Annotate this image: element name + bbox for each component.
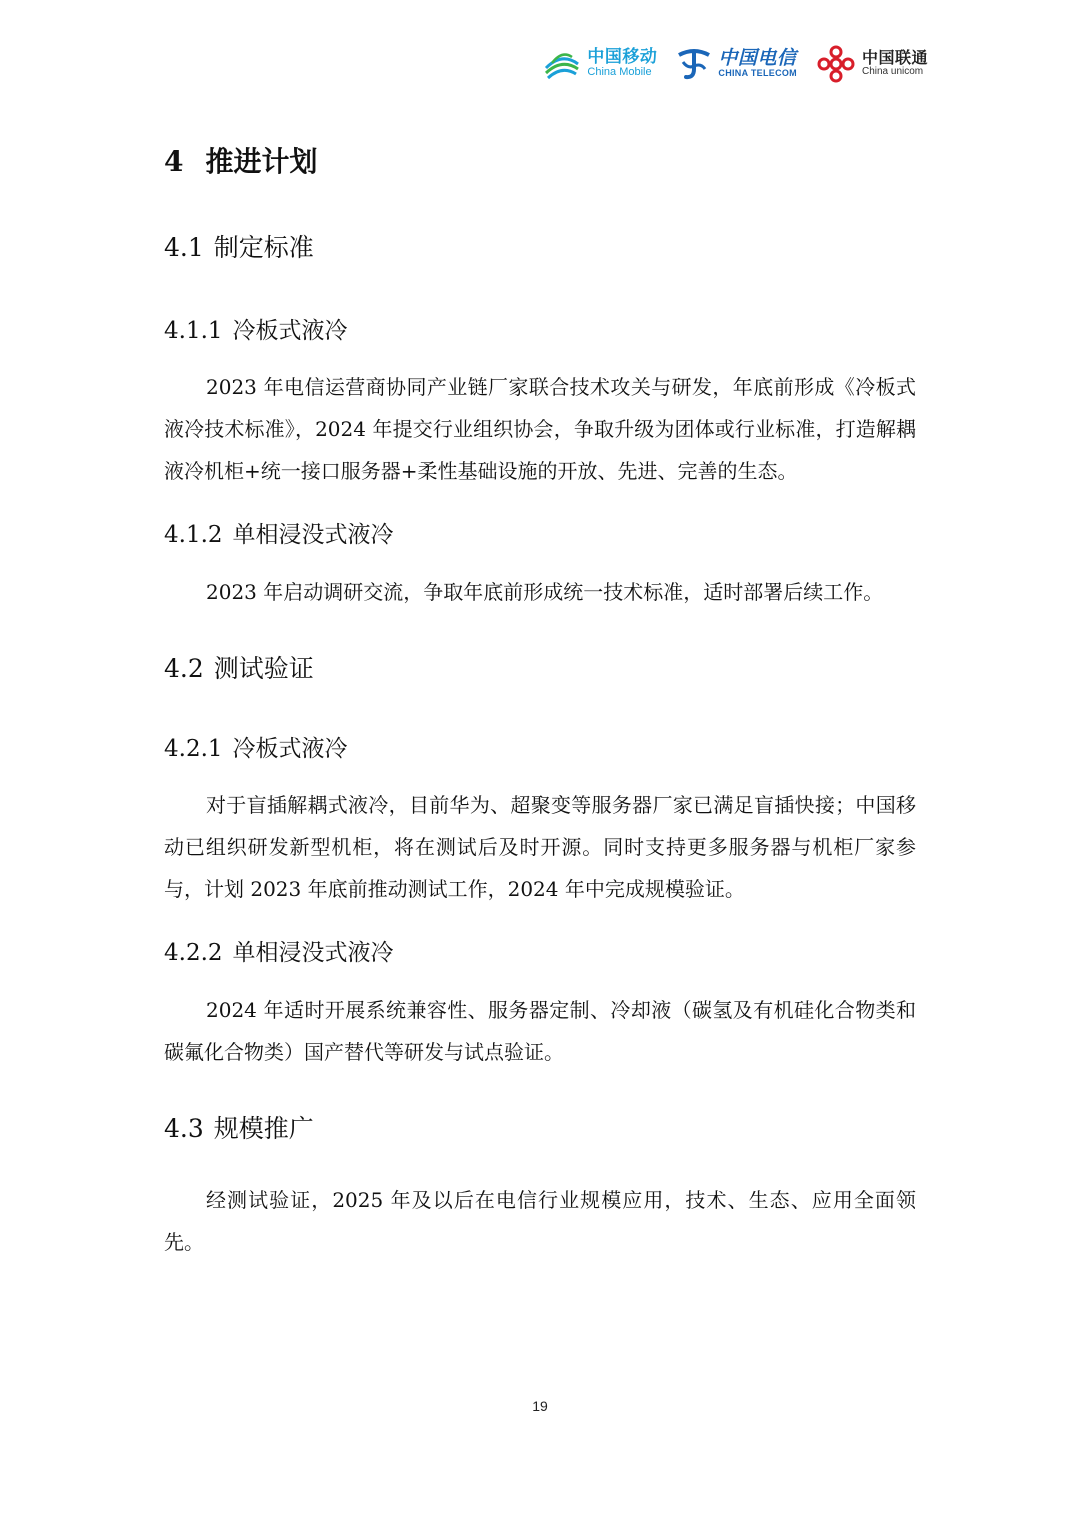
page-number: 19	[532, 1398, 548, 1414]
subsubsection-heading-4-2-2	[164, 934, 394, 967]
china-mobile-logo-icon	[542, 44, 582, 84]
section-number: 4	[164, 145, 184, 178]
china-mobile-name: 中国移动	[587, 47, 658, 68]
china-unicom-logo-icon	[815, 44, 857, 84]
paragraph-4-2-2: 2024 年适时开展系统兼容性、服务器定制、冷却液（碳氢及有机硅化合物类和碳氟化合物类）国产替代等研发与试点验证。	[164, 998, 916, 1064]
subsubsection-heading-4-1-2	[164, 516, 394, 549]
subsubsection-number: 4.1.2	[164, 522, 223, 548]
subsubsection-heading-4-1-1	[164, 312, 348, 345]
subsection-title: 测试验证	[213, 654, 314, 683]
subsubsection-title: 冷板式液冷	[232, 736, 348, 762]
subsection-number: 4.1	[164, 233, 204, 262]
china-mobile-logo	[542, 44, 657, 84]
china-telecom-logo	[675, 45, 797, 83]
subsection-number: 4.2	[164, 654, 204, 683]
subsection-heading-4-3	[164, 1109, 314, 1145]
china-telecom-name-en: CHINA TELECOM	[718, 68, 797, 79]
china-telecom-name: 中国电信	[718, 47, 797, 70]
paragraph-4-1-2: 2023 年启动调研交流，争取年底前形成统一技术标准，适时部署后续工作。	[206, 580, 884, 604]
subsection-number: 4.3	[164, 1114, 204, 1143]
section-heading	[164, 140, 318, 180]
china-unicom-logo	[815, 44, 928, 84]
paragraph-4-1-1: 2023 年电信运营商协同产业链厂家联合技术攻关与研发，年底前形成《冷板式液冷技术标准》，2024 年提交行业组织协会，争取升级为团体或行业标准，打造解耦液冷机柜+统一接口服务器+柔性基础设施的开放、先进、完善的生态。	[164, 375, 916, 483]
subsection-title: 规模推广	[213, 1114, 314, 1143]
subsubsection-title: 单相浸没式液冷	[232, 522, 394, 548]
section-title: 推进计划	[205, 145, 318, 178]
subsubsection-title: 冷板式液冷	[232, 318, 348, 344]
subsection-heading-4-1	[164, 228, 314, 264]
subsubsection-number: 4.2.2	[164, 940, 223, 966]
paragraph-4-2-1: 对于盲插解耦式液冷，目前华为、超聚变等服务器厂家已满足盲插快接；中国移动已组织研发新型机柜，将在测试后及时开源。同时支持更多服务器与机柜厂家参与，计划 2023 年底前推动测试工作，2024 年中完成规模验证。	[164, 793, 916, 901]
china-unicom-name-en: China unicom	[861, 66, 924, 78]
china-mobile-name-en: China Mobile	[587, 66, 652, 79]
subsubsection-number: 4.1.1	[164, 318, 223, 344]
subsubsection-number: 4.2.1	[164, 736, 223, 762]
subsubsection-title: 单相浸没式液冷	[232, 940, 394, 966]
china-telecom-logo-icon	[675, 45, 713, 83]
subsection-heading-4-2	[164, 649, 314, 685]
subsubsection-heading-4-2-1	[164, 730, 348, 763]
subsection-title: 制定标准	[213, 233, 314, 262]
china-unicom-name: 中国联通	[861, 48, 928, 68]
paragraph-4-3: 经测试验证，2025 年及以后在电信行业规模应用，技术、生态、应用全面领先。	[164, 1188, 916, 1254]
header-logos	[542, 44, 928, 84]
